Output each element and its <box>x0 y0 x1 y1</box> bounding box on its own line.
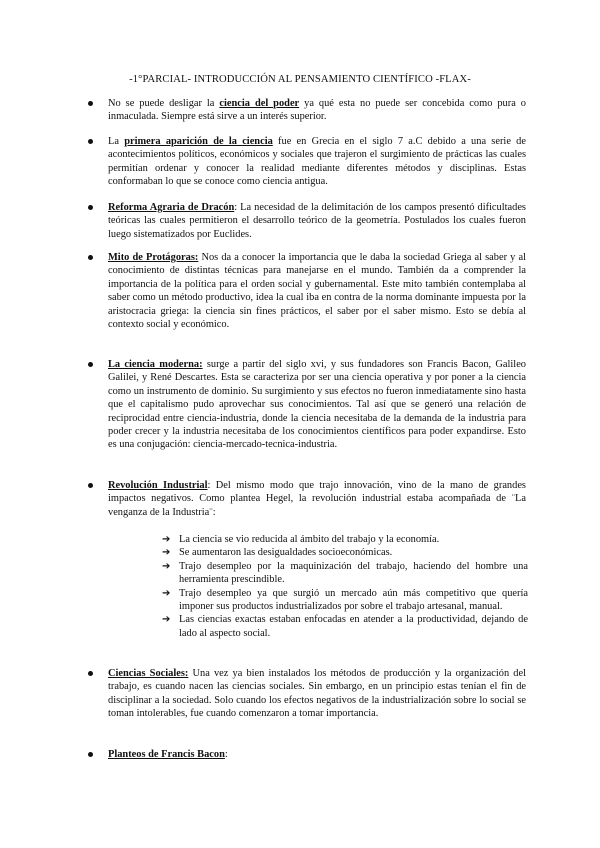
bullet-icon <box>88 255 93 260</box>
consequence-item <box>162 587 528 614</box>
consequences-list <box>162 533 528 640</box>
consequence-item <box>162 533 528 546</box>
document-title: -1°PARCIAL- INTRODUCCIÓN AL PENSAMIENTO CIENTÍFICO -FLAX- <box>129 74 471 85</box>
item-text: : La necesidad de la delimitación de los campos presentó dificultades teóricas las cuales permitieron el desarrollo teórico de la geometría. Postulados los cuales fueron luego sistematizados por Euclides. <box>108 202 526 240</box>
item-text: fue en Grecia en el siglo 7 a.C debido a una serie de acontecimientos políticos, económicos y sociales que trajeron el surgimiento de prácticas las cuales permitían ordenar y conocer la realidad mediante diferentes métodos y disciplinas. Estas conformaban lo que se conoce como ciencia antigua. <box>108 136 526 188</box>
consequence-text: La ciencia se vio reducida al ámbito del trabajo y la economía. <box>179 534 440 545</box>
bullet-icon <box>88 671 93 676</box>
list-item-ciencia-moderna <box>108 358 526 452</box>
item-heading: primera aparición de la ciencia <box>124 136 273 147</box>
item-heading: Mito de Protágoras: <box>108 252 199 263</box>
item-text: surge a partir del siglo xvi, y sus fundadores son Francis Bacon, Galileo Galilei, y René Descartes. Esta se caracteriza por ser una ciencia operativa y por poner a la ciencia como un instrumento de dominio. Su surgimiento y sus efectos no fueron inmediatamente sino hasta que el capitalismo pudo aprovechar sus conocimientos. Tal así que se generó una relación de reciprocidad entre ciencia-industria, donde la ciencia necesitaba de la demanda de la industria para poder crecer y la industria necesitaba de los conocimientos científicos para poder expandirse. Esto es una conjugación: ciencia-mercado-tecnica-industria. <box>108 359 526 451</box>
item-text: : <box>224 749 228 760</box>
consequence-text: Trajo desempleo ya que surgió un mercado aún más competitivo que quería imponer sus productos industrializados por sobre el trabajo artesanal, manual. <box>179 587 528 613</box>
item-text: Una vez ya bien instalados los métodos de producción y la organización del trabajo, es cuando nacen las ciencias sociales. Sin embargo, en un principio estas tenían el fin de disciplinar a la sociedad. Solo cuando los efectos negativos de la industrialización sobre lo social se toman intolerables, fue cuando comenzaron a tomar importancia. <box>108 668 526 720</box>
bullet-icon <box>88 139 93 144</box>
list-item-reforma-agraria <box>108 201 526 241</box>
arrow-right-icon: ➔ <box>162 534 171 545</box>
arrow-right-icon: ➔ <box>162 547 171 559</box>
bullet-icon <box>88 483 93 488</box>
arrow-right-icon: ➔ <box>162 587 171 599</box>
item-heading: ciencia del poder <box>219 98 300 109</box>
item-text: Nos da a conocer la importancia que le daba la sociedad Griega al saber y al conocimiento de distintas técnicas para manejarse en el mundo. También da a comprender la importancia de la política para el orden social y gubernamental. Este mito también contemplaba al saber como un método productivo, idea la cual iba en contra de la norma dominante impuesta por la aristocracia griega: la ciencia sin fines prácticos, el saber por el saber mismo. Esto se debía al contexto social y económico. <box>108 252 526 331</box>
item-text: ya qué esta no puede ser concebida como pura o inmaculada. Siempre está sirve a un interés superior. <box>108 98 526 123</box>
item-heading: La ciencia moderna: <box>108 359 203 370</box>
item-text: : Del mismo modo que trajo innovación, vino de la mano de grandes impactos negativos. Como plantea Hegel, la revolución industrial estaba acompañada de ¨La venganza de la Industria¨: <box>108 480 526 518</box>
consequence-text: Las ciencias exactas estaban enfocadas en atender a la productividad, dejando de lado al aspecto social. <box>179 614 528 639</box>
list-item-mito-protagoras <box>108 251 526 331</box>
list-item-francis-bacon <box>108 748 526 761</box>
consequence-text: Se aumentaron las desigualdades socioeconómicas. <box>179 547 393 559</box>
list-item-primera-aparicion <box>108 135 526 189</box>
item-heading: Planteos de Francis Bacon <box>108 749 225 760</box>
consequence-text: Trajo desempleo por la maquinización del trabajo, haciendo del hombre una herramienta prescindible. <box>179 560 528 586</box>
item-prefix: La <box>108 136 125 147</box>
list-item-ciencia-poder <box>108 97 526 124</box>
bullet-icon <box>88 362 93 367</box>
item-heading: Ciencias Sociales: <box>108 668 189 679</box>
item-heading: Revolución Industrial <box>108 480 208 491</box>
list-item-ciencias-sociales <box>108 667 526 721</box>
list-item-revolucion-industrial <box>108 479 526 519</box>
item-prefix: No se puede desligar la <box>108 98 220 109</box>
bullet-icon <box>88 205 93 210</box>
consequence-item <box>162 613 528 640</box>
bullet-icon <box>88 752 93 757</box>
item-heading: Reforma Agraria de Dracón <box>108 202 235 213</box>
consequence-item <box>162 560 528 587</box>
arrow-right-icon: ➔ <box>162 614 171 626</box>
bullet-icon <box>88 101 93 106</box>
arrow-right-icon: ➔ <box>162 560 171 572</box>
consequence-item <box>162 546 528 559</box>
